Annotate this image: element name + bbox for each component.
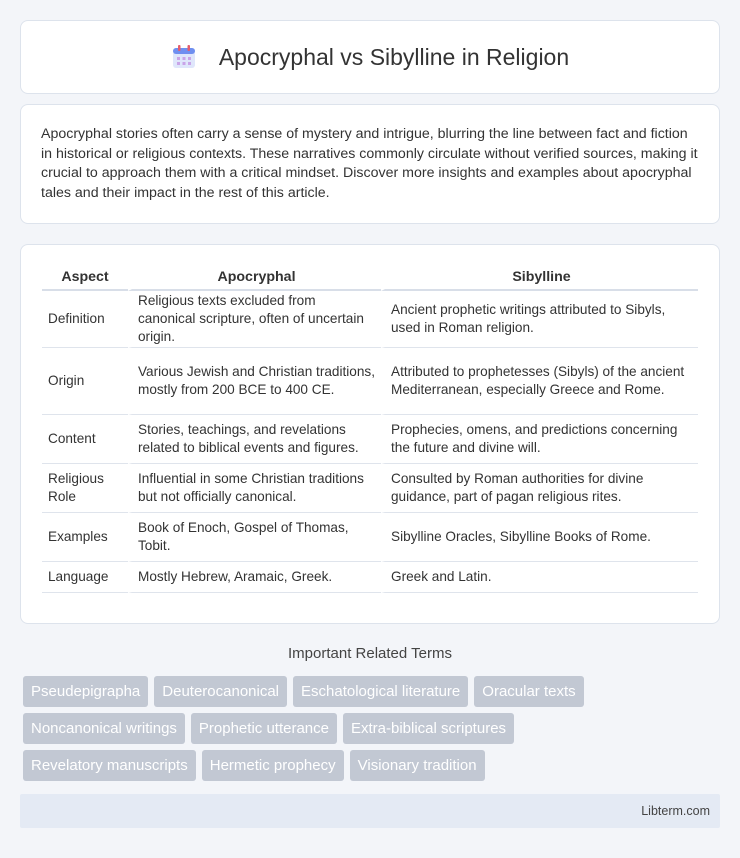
footer-site-link[interactable]: Libterm.com [641, 804, 710, 818]
tag-deuterocanonical[interactable]: Deuterocanonical [154, 676, 287, 707]
cell-sibylline: Greek and Latin. [381, 562, 698, 593]
table-row [42, 415, 698, 464]
title-card [20, 20, 720, 94]
cell-apocryphal: Stories, teachings, and revelations related to biblical events and figures. [128, 415, 381, 464]
table-row [42, 464, 698, 513]
tag-noncanonical-writings[interactable]: Noncanonical writings [23, 713, 185, 744]
table-row [42, 348, 698, 415]
intro-paragraph: Apocryphal stories often carry a sense of mystery and intrigue, blurring the line between fact and fiction in historical or religious contexts. These narratives commonly circulate without verified sources, making it crucial to approach them with a critical mindset. Discover more insights and examples about apocryphal tales and their impact in the rest of this article. [41, 126, 698, 201]
cell-aspect: Language [42, 562, 128, 593]
page-title: Apocryphal vs Sibylline in Religion [218, 43, 570, 70]
cell-sibylline: Consulted by Roman authorities for divine guidance, part of pagan religious rites. [381, 464, 698, 513]
tag-row [23, 713, 723, 744]
footer [20, 794, 720, 828]
header-sibylline: Sibylline [381, 265, 698, 291]
intro-card [20, 104, 720, 224]
cell-aspect: Content [42, 415, 128, 464]
tag-oracular-texts[interactable]: Oracular texts [474, 676, 583, 707]
tag-row [23, 676, 723, 707]
tag-revelatory-manuscripts[interactable]: Revelatory manuscripts [23, 750, 196, 781]
tag-hermetic-prophecy[interactable]: Hermetic prophecy [202, 750, 344, 781]
cell-sibylline: Prophecies, omens, and predictions concerning the future and divine will. [381, 415, 698, 464]
header-apocryphal: Apocryphal [128, 265, 381, 291]
table-header-row [42, 265, 698, 291]
tag-visionary-tradition[interactable]: Visionary tradition [350, 750, 485, 781]
cell-aspect: Origin [42, 348, 128, 415]
cell-aspect: Definition [42, 291, 128, 348]
tag-eschatological-literature[interactable]: Eschatological literature [293, 676, 468, 707]
table-row [42, 513, 698, 562]
comparison-table [42, 265, 698, 593]
related-terms [23, 676, 723, 787]
cell-sibylline: Attributed to prophetesses (Sibyls) of the ancient Mediterranean, especially Greece and Rome. [381, 348, 698, 415]
tag-pseudepigrapha[interactable]: Pseudepigrapha [23, 676, 148, 707]
cell-apocryphal: Book of Enoch, Gospel of Thomas, Tobit. [128, 513, 381, 562]
cell-sibylline: Sibylline Oracles, Sibylline Books of Rome. [381, 513, 698, 562]
cell-aspect: Religious Role [42, 464, 128, 513]
tag-extra-biblical-scriptures[interactable]: Extra-biblical scriptures [343, 713, 514, 744]
cell-apocryphal: Influential in some Christian traditions but not officially canonical. [128, 464, 381, 513]
comparison-card [20, 244, 720, 624]
table-row [42, 562, 698, 593]
cell-apocryphal: Mostly Hebrew, Aramaic, Greek. [128, 562, 381, 593]
tag-prophetic-utterance[interactable]: Prophetic utterance [191, 713, 337, 744]
header-aspect: Aspect [42, 265, 128, 291]
calendar-icon [171, 44, 197, 70]
cell-aspect: Examples [42, 513, 128, 562]
related-terms-title: Important Related Terms [288, 645, 452, 662]
cell-apocryphal: Religious texts excluded from canonical scripture, often of uncertain origin. [128, 291, 381, 348]
cell-apocryphal: Various Jewish and Christian traditions, mostly from 200 BCE to 400 CE. [128, 348, 381, 415]
tag-row [23, 750, 723, 781]
cell-sibylline: Ancient prophetic writings attributed to Sibyls, used in Roman religion. [381, 291, 698, 348]
table-row [42, 291, 698, 348]
